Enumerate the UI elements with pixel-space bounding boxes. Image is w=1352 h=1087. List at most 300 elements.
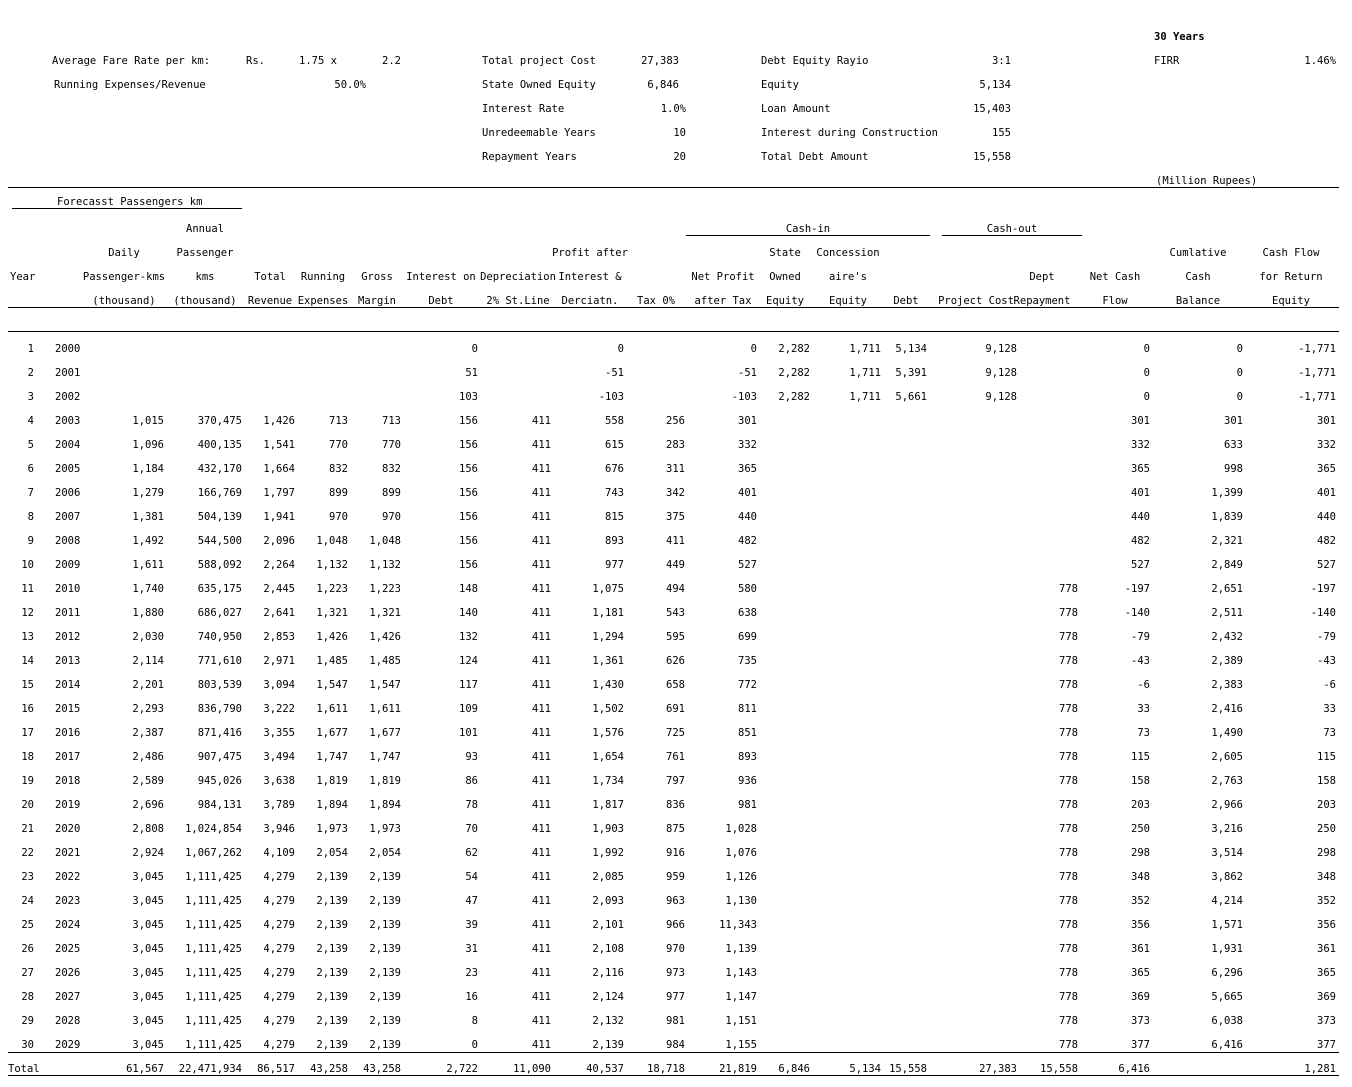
table-cell: 2,486 xyxy=(132,751,164,763)
firr-label: FIRR xyxy=(1154,55,1180,67)
table-cell: 1,894 xyxy=(369,799,401,811)
fare-multiplier: 2.2 xyxy=(382,55,401,67)
table-cell: 11,090 xyxy=(513,1063,551,1075)
table-cell: 1,223 xyxy=(369,583,401,595)
table-cell: 22,471,934 xyxy=(178,1063,242,1075)
table-cell: 2,139 xyxy=(316,1015,348,1027)
table-cell: 691 xyxy=(666,703,685,715)
header-gross: Gross xyxy=(361,271,393,283)
table-cell: 907,475 xyxy=(197,751,242,763)
table-cell: 70 xyxy=(465,823,478,835)
header-conc-eq: Equity xyxy=(829,295,867,307)
table-cell: -103 xyxy=(598,391,624,403)
table-cell: 361 xyxy=(1131,943,1150,955)
table-cell: 797 xyxy=(666,775,685,787)
table-cell: 1,381 xyxy=(132,511,164,523)
table-cell: 411 xyxy=(532,967,551,979)
table-cell: -51 xyxy=(605,367,624,379)
table-cell: -6 xyxy=(1137,679,1150,691)
table-cell: 0 xyxy=(750,343,757,355)
table-cell: 411 xyxy=(532,991,551,1003)
table-cell: 156 xyxy=(459,463,478,475)
table-cell: 2023 xyxy=(55,895,81,907)
table-cell: 2,054 xyxy=(316,847,348,859)
table-cell: 1,181 xyxy=(592,607,624,619)
table-cell: 580 xyxy=(738,583,757,595)
table-cell: 2,139 xyxy=(369,943,401,955)
table-cell: 638 xyxy=(738,607,757,619)
table-cell: 2008 xyxy=(55,535,81,547)
table-cell: 8 xyxy=(471,1015,478,1027)
table-cell: 1,711 xyxy=(849,343,881,355)
table-cell: 301 xyxy=(738,415,757,427)
table-cell: 2,085 xyxy=(592,871,624,883)
table-cell: 411 xyxy=(532,583,551,595)
table-cell: 1,111,425 xyxy=(185,967,242,979)
table-cell: 411 xyxy=(532,463,551,475)
table-cell: 772 xyxy=(738,679,757,691)
table-cell: 3,946 xyxy=(263,823,295,835)
table-cell: 369 xyxy=(1131,991,1150,1003)
fare-value: 1.75 x xyxy=(299,55,337,67)
table-cell: 5,134 xyxy=(849,1063,881,1075)
table-cell: 1,734 xyxy=(592,775,624,787)
header-tax: Tax 0% xyxy=(637,295,675,307)
table-cell: 2,093 xyxy=(592,895,624,907)
table-cell: 3,045 xyxy=(132,991,164,1003)
table-cell: 1,076 xyxy=(725,847,757,859)
table-cell: 2029 xyxy=(55,1039,81,1051)
table-cell: 21,819 xyxy=(719,1063,757,1075)
table-cell: 1,880 xyxy=(132,607,164,619)
table-cell: 156 xyxy=(459,511,478,523)
table-cell: 298 xyxy=(1131,847,1150,859)
param-label: Total project Cost xyxy=(482,55,596,67)
cash-in-underline xyxy=(686,235,930,236)
table-cell: 411 xyxy=(532,559,551,571)
table-cell: 375 xyxy=(666,511,685,523)
table-cell: 2012 xyxy=(55,631,81,643)
table-cell: 26 xyxy=(21,943,34,955)
table-cell: 2,030 xyxy=(132,631,164,643)
table-cell: 1,024,854 xyxy=(185,823,242,835)
table-cell: 4,279 xyxy=(263,919,295,931)
table-cell: 31 xyxy=(465,943,478,955)
table-cell: 3,045 xyxy=(132,1039,164,1051)
header-year: Year xyxy=(10,271,36,283)
table-cell: 1,430 xyxy=(592,679,624,691)
table-cell: 4,279 xyxy=(263,943,295,955)
table-cell: 1,028 xyxy=(725,823,757,835)
table-cell: 23 xyxy=(21,871,34,883)
table-cell: 2,139 xyxy=(316,991,348,1003)
param-label: Repayment Years xyxy=(482,151,577,163)
table-cell: 361 xyxy=(1317,943,1336,955)
table-cell: 2000 xyxy=(55,343,81,355)
table-cell: 369 xyxy=(1317,991,1336,1003)
header-interest: Interest on xyxy=(406,271,476,283)
table-cell: 2,722 xyxy=(446,1063,478,1075)
table-cell: 0 xyxy=(1143,367,1150,379)
table-cell: 2,101 xyxy=(592,919,624,931)
table-cell: 2,139 xyxy=(316,943,348,955)
table-cell: 101 xyxy=(459,727,478,739)
table-cell: 2,139 xyxy=(316,895,348,907)
table-cell: -197 xyxy=(1124,583,1150,595)
table-cell: 778 xyxy=(1059,727,1078,739)
table-cell: 2,293 xyxy=(132,703,164,715)
table-cell: 778 xyxy=(1059,655,1078,667)
param-value: 10 xyxy=(673,127,686,139)
table-cell: 778 xyxy=(1059,1039,1078,1051)
table-cell: -43 xyxy=(1317,655,1336,667)
table-cell: 33 xyxy=(1323,703,1336,715)
table-cell: 311 xyxy=(666,463,685,475)
table-cell: 156 xyxy=(459,535,478,547)
table-cell: 2,139 xyxy=(369,967,401,979)
table-cell: 1,941 xyxy=(263,511,295,523)
table-cell: 945,026 xyxy=(197,775,242,787)
firr-value: 1.46% xyxy=(1304,55,1336,67)
table-cell: 615 xyxy=(605,439,624,451)
table-cell: 899 xyxy=(382,487,401,499)
table-cell: 778 xyxy=(1059,871,1078,883)
table-cell: 4,214 xyxy=(1211,895,1243,907)
table-cell: 3,045 xyxy=(132,967,164,979)
table-cell: 778 xyxy=(1059,823,1078,835)
table-cell: 166,769 xyxy=(197,487,242,499)
table-cell: 1,111,425 xyxy=(185,991,242,1003)
table-cell: 13 xyxy=(21,631,34,643)
table-cell: 3,789 xyxy=(263,799,295,811)
table-cell: 22 xyxy=(21,847,34,859)
table-cell: 1,111,425 xyxy=(185,919,242,931)
table-cell: 7 xyxy=(27,487,34,499)
table-cell: 2,924 xyxy=(132,847,164,859)
table-cell: 1,143 xyxy=(725,967,757,979)
table-cell: 4,279 xyxy=(263,895,295,907)
table-cell: 1,294 xyxy=(592,631,624,643)
table-cell: 51 xyxy=(465,367,478,379)
table-cell: 981 xyxy=(738,799,757,811)
table-cell: 411 xyxy=(532,727,551,739)
table-cell: -51 xyxy=(738,367,757,379)
table-cell: 1,426 xyxy=(263,415,295,427)
table-cell: -79 xyxy=(1317,631,1336,643)
table-cell: 356 xyxy=(1131,919,1150,931)
table-cell: 301 xyxy=(1317,415,1336,427)
table-cell: 2,139 xyxy=(316,1039,348,1051)
table-cell: 2018 xyxy=(55,775,81,787)
table-cell: 2011 xyxy=(55,607,81,619)
param-value: 5,134 xyxy=(979,79,1011,91)
table-cell: 1,067,262 xyxy=(185,847,242,859)
table-cell: 370,475 xyxy=(197,415,242,427)
table-cell: 2,696 xyxy=(132,799,164,811)
table-cell: 432,170 xyxy=(197,463,242,475)
param-label: Loan Amount xyxy=(761,103,831,115)
table-cell: 411 xyxy=(666,535,685,547)
param-label: Debt Equity Rayio xyxy=(761,55,869,67)
header-cash-flow-ret: Cash Flow xyxy=(1262,247,1320,259)
table-cell: 770 xyxy=(382,439,401,451)
table-cell: 250 xyxy=(1131,823,1150,835)
table-cell: 977 xyxy=(605,559,624,571)
table-cell: 365 xyxy=(1131,463,1150,475)
table-cell: 411 xyxy=(532,751,551,763)
table-cell: 18,718 xyxy=(647,1063,685,1075)
param-label: State Owned Equity xyxy=(482,79,596,91)
header-state-eq: Owned xyxy=(769,271,801,283)
table-cell: 4 xyxy=(27,415,34,427)
table-cell: 1,547 xyxy=(369,679,401,691)
header-running: Running xyxy=(300,271,346,283)
table-cell: 449 xyxy=(666,559,685,571)
table-cell: 2,589 xyxy=(132,775,164,787)
table-cell: 832 xyxy=(382,463,401,475)
table-cell: 2026 xyxy=(55,967,81,979)
table-cell: 2,853 xyxy=(263,631,295,643)
table-cell: 411 xyxy=(532,511,551,523)
table-cell: 124 xyxy=(459,655,478,667)
table-cell: 2,763 xyxy=(1211,775,1243,787)
table-cell: 2,201 xyxy=(132,679,164,691)
period-label: 30 Years xyxy=(1154,31,1205,43)
table-cell: 148 xyxy=(459,583,478,595)
table-cell: 740,950 xyxy=(197,631,242,643)
param-label: Unredeemable Years xyxy=(482,127,596,139)
table-cell: 1,711 xyxy=(849,367,881,379)
table-cell: 778 xyxy=(1059,919,1078,931)
table-cell: 332 xyxy=(738,439,757,451)
table-cell: 1,111,425 xyxy=(185,1039,242,1051)
table-cell: 1,973 xyxy=(316,823,348,835)
table-cell: 27,383 xyxy=(979,1063,1017,1075)
table-cell: 1,747 xyxy=(316,751,348,763)
table-cell: 411 xyxy=(532,871,551,883)
table-cell: 2,445 xyxy=(263,583,295,595)
table-cell: 411 xyxy=(532,1015,551,1027)
header-net-cash: Flow xyxy=(1102,295,1128,307)
table-cell: 3,638 xyxy=(263,775,295,787)
header-profit: Derciatn. xyxy=(561,295,619,307)
table-cell: 10 xyxy=(21,559,34,571)
table-cell: 595 xyxy=(666,631,685,643)
table-cell: 2,132 xyxy=(592,1015,624,1027)
table-cell: 1,147 xyxy=(725,991,757,1003)
table-cell: 1,611 xyxy=(132,559,164,571)
table-cell: 365 xyxy=(738,463,757,475)
table-cell: 778 xyxy=(1059,679,1078,691)
table-cell: 86 xyxy=(465,775,478,787)
table-cell: 676 xyxy=(605,463,624,475)
table-cell: 0 xyxy=(471,343,478,355)
table-cell: 2001 xyxy=(55,367,81,379)
table-cell: 588,092 xyxy=(197,559,242,571)
table-cell: 40,537 xyxy=(586,1063,624,1075)
table-cell: 156 xyxy=(459,439,478,451)
table-cell: 1,490 xyxy=(1211,727,1243,739)
table-cell: 1,677 xyxy=(369,727,401,739)
table-cell: 2004 xyxy=(55,439,81,451)
table-cell: 1,139 xyxy=(725,943,757,955)
table-cell: 778 xyxy=(1059,1015,1078,1027)
table-cell: 6,846 xyxy=(778,1063,810,1075)
table-cell: 713 xyxy=(329,415,348,427)
table-cell: 27 xyxy=(21,967,34,979)
table-cell: 2,139 xyxy=(316,919,348,931)
running-value: 50.0% xyxy=(334,79,366,91)
units-label: (Million Rupees) xyxy=(1156,175,1258,187)
table-cell: 411 xyxy=(532,655,551,667)
table-cell: -1,771 xyxy=(1298,343,1336,355)
table-cell: 2,849 xyxy=(1211,559,1243,571)
table-cell: 1 xyxy=(27,343,34,355)
table-cell: 778 xyxy=(1059,751,1078,763)
table-cell: 9,128 xyxy=(985,367,1017,379)
table-cell: 93 xyxy=(465,751,478,763)
table-cell: 1,155 xyxy=(725,1039,757,1051)
header-cum-cash: Cash xyxy=(1185,271,1211,283)
param-value: 155 xyxy=(992,127,1011,139)
table-cell: 0 xyxy=(1236,343,1243,355)
table-cell: 2020 xyxy=(55,823,81,835)
table-cell: 2,139 xyxy=(369,1015,401,1027)
header-conc-eq: aire's xyxy=(829,271,867,283)
table-cell: 54 xyxy=(465,871,478,883)
table-cell: 156 xyxy=(459,415,478,427)
table-cell: 482 xyxy=(1131,535,1150,547)
table-cell: 2,808 xyxy=(132,823,164,835)
table-cell: 9,128 xyxy=(985,343,1017,355)
table-cell: 301 xyxy=(1131,415,1150,427)
table-cell: 21 xyxy=(21,823,34,835)
table-cell: 1,151 xyxy=(725,1015,757,1027)
table-cell: 5,391 xyxy=(895,367,927,379)
table-cell: 400,135 xyxy=(197,439,242,451)
table-cell: 2010 xyxy=(55,583,81,595)
table-cell: 2,114 xyxy=(132,655,164,667)
table-cell: 2,054 xyxy=(369,847,401,859)
table-cell: 3,045 xyxy=(132,895,164,907)
table-cell: 0 xyxy=(471,1039,478,1051)
table-cell: 29 xyxy=(21,1015,34,1027)
table-cell: 3,216 xyxy=(1211,823,1243,835)
table-cell: 1,048 xyxy=(369,535,401,547)
table-cell: 411 xyxy=(532,679,551,691)
table-cell: 3,862 xyxy=(1211,871,1243,883)
header-underline xyxy=(8,307,1339,308)
table-cell: 527 xyxy=(1131,559,1150,571)
table-cell: 1,931 xyxy=(1211,943,1243,955)
table-cell: 6,416 xyxy=(1211,1039,1243,1051)
table-cell: 0 xyxy=(1236,391,1243,403)
table-cell: 1,281 xyxy=(1304,1063,1336,1075)
table-cell: 401 xyxy=(738,487,757,499)
table-cell: 20 xyxy=(21,799,34,811)
table-cell: 970 xyxy=(329,511,348,523)
table-cell: 1,547 xyxy=(316,679,348,691)
table-cell: 2,971 xyxy=(263,655,295,667)
table-cell: 1,048 xyxy=(316,535,348,547)
table-cell: 1,571 xyxy=(1211,919,1243,931)
table-cell: 6,038 xyxy=(1211,1015,1243,1027)
table-cell: 411 xyxy=(532,799,551,811)
table-cell: 1,973 xyxy=(369,823,401,835)
table-cell: 1,740 xyxy=(132,583,164,595)
table-cell: 2,641 xyxy=(263,607,295,619)
header-cash-flow-ret: Equity xyxy=(1272,295,1310,307)
table-cell: 342 xyxy=(666,487,685,499)
table-cell: -6 xyxy=(1323,679,1336,691)
table-cell: 778 xyxy=(1059,967,1078,979)
table-cell: 970 xyxy=(666,943,685,955)
table-cell: 365 xyxy=(1317,463,1336,475)
param-value: 1.0% xyxy=(660,103,686,115)
header-profit: Profit after xyxy=(552,247,628,259)
fare-label: Average Fare Rate per km: xyxy=(52,55,211,67)
table-cell: 544,500 xyxy=(197,535,242,547)
table-cell: 6,416 xyxy=(1118,1063,1150,1075)
forecast-label: Forecasst Passengers km xyxy=(57,196,203,208)
table-cell: 5 xyxy=(27,439,34,451)
table-cell: 117 xyxy=(459,679,478,691)
table-cell: 2,282 xyxy=(778,367,810,379)
table-cell: 158 xyxy=(1317,775,1336,787)
table-cell: 348 xyxy=(1317,871,1336,883)
table-cell: 1,279 xyxy=(132,487,164,499)
table-cell: 103 xyxy=(459,391,478,403)
table-cell: 365 xyxy=(1131,967,1150,979)
table-cell: 1,426 xyxy=(316,631,348,643)
table-cell: 836 xyxy=(666,799,685,811)
header-depr: Depreciation xyxy=(480,271,556,283)
table-cell: 771,610 xyxy=(197,655,242,667)
table-cell: 1,492 xyxy=(132,535,164,547)
table-cell: 203 xyxy=(1131,799,1150,811)
table-cell: 332 xyxy=(1131,439,1150,451)
table-cell: 699 xyxy=(738,631,757,643)
table-cell: 373 xyxy=(1317,1015,1336,1027)
table-cell: 3 xyxy=(27,391,34,403)
table-cell: 2002 xyxy=(55,391,81,403)
table-cell: 352 xyxy=(1131,895,1150,907)
table-top-line xyxy=(8,331,1339,332)
table-cell: 2009 xyxy=(55,559,81,571)
table-cell: 1,747 xyxy=(369,751,401,763)
table-cell: 1,126 xyxy=(725,871,757,883)
table-cell: 811 xyxy=(738,703,757,715)
table-cell: 543 xyxy=(666,607,685,619)
table-cell: 132 xyxy=(459,631,478,643)
table-cell: 1,677 xyxy=(316,727,348,739)
table-cell: 893 xyxy=(738,751,757,763)
table-cell: 1,223 xyxy=(316,583,348,595)
table-cell: 411 xyxy=(532,847,551,859)
table-cell: 16 xyxy=(465,991,478,1003)
table-cell: 4,279 xyxy=(263,871,295,883)
table-cell: 778 xyxy=(1059,847,1078,859)
table-cell: 2027 xyxy=(55,991,81,1003)
table-cell: 2003 xyxy=(55,415,81,427)
table-cell: 1,797 xyxy=(263,487,295,499)
table-cell: 2,124 xyxy=(592,991,624,1003)
table-cell: 301 xyxy=(1224,415,1243,427)
table-cell: 2,966 xyxy=(1211,799,1243,811)
table-cell: -79 xyxy=(1131,631,1150,643)
table-cell: 15,558 xyxy=(889,1063,927,1075)
header-total-rev: Total xyxy=(254,271,286,283)
